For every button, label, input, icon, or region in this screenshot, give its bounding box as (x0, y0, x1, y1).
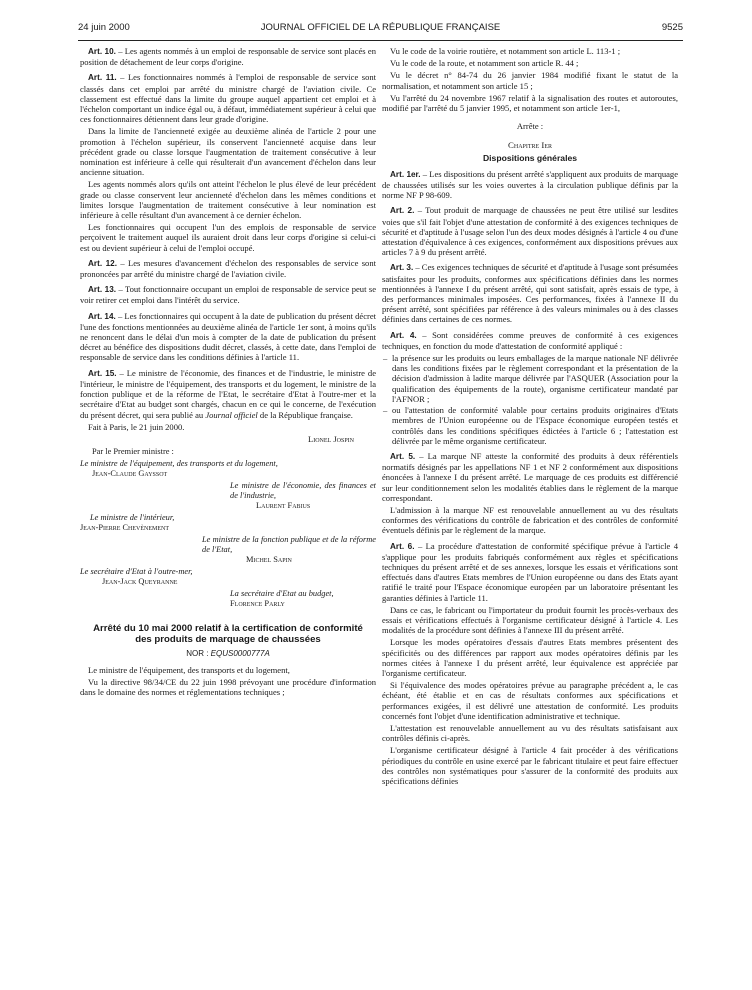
visa: Vu le code de la route, et notamment son article R. 44 ; (390, 58, 579, 69)
signature-budget (230, 589, 376, 609)
signature-role: Le ministre de la fonction publique et de la réforme de l'Etat, (202, 535, 376, 555)
article-4-list (382, 353, 678, 446)
signature-name: Laurent Fabius (256, 501, 311, 511)
article-12: Art. 12. – Les mesures d'avancement d'échelon des responsables de service sont prononcées par arrêté du ministre chargé de l'aviation civile. (80, 257, 376, 280)
signature-name: Michel Sapin (246, 555, 292, 565)
paragraph: Le ministre de l'équipement, des transports et du logement, (88, 664, 290, 675)
signature-role: Le ministre de l'équipement, des transports et du logement, (80, 459, 278, 469)
list-item: – ou l'attestation de conformité valable pour certains produits originaires d'Etats membres de l'Union européenne ou de l'Espace économique européen testés et contrôlés dans les conditions spécifiques édictées à l'article 6 ; l'attestation est délivrée par le même organisme certificateur. (392, 405, 678, 446)
signature-name: Jean-Jack Queyranne (102, 577, 178, 587)
paragraph: Les agents nommés alors qu'ils ont atteint l'échelon le plus élevé de leur précédent grade ou classe conservent leur ancienneté d'échelon dans les mêmes conditions et limites lorsque l'augmentation de traitement consécutive à leur nomination est inférieure à celle résultant d'un avancement à ce dernier échelon. (80, 179, 376, 221)
paragraph: Dans la limite de l'ancienneté exigée au deuxième alinéa de l'article 2 pour une promotion à l'échelon supérieur, ils conservent l'ancienneté acquise dans leur précédent grade ou classe lorsque l'augmentation de traitement consécutive à leur nomination est inférieure à celle qui résulterait d'un avancement d'échelon dans leur ancienne situation. (80, 126, 376, 178)
signature-equipement (80, 459, 376, 479)
arrete-title: Arrêté du 10 mai 2000 relatif à la certification de conformité des produits de marquage de chaussées (93, 623, 363, 646)
article-label: Art. 3. (390, 263, 414, 273)
nor-code: EQUS0000777A (210, 649, 270, 659)
signature-name: Florence Parly (230, 599, 285, 609)
paragraph: L'attestation est renouvelable annuellement au vu des résultats satisfaisant aux contrôles définis ci-après. (382, 722, 678, 744)
header-journal-title: JOURNAL OFFICIEL DE LA RÉPUBLIQUE FRANÇAISE (260, 22, 501, 33)
signature-fonction-publique (202, 535, 376, 565)
nor-reference: NOR : EQUS0000777A (186, 649, 270, 659)
article-label: Art. 14. (88, 311, 116, 321)
journal-officiel-ref: Journal officiel (205, 409, 258, 420)
article-10: Art. 10. – Les agents nommés à un emploi de responsable de service sont placés en position de détachement de leur corps d'origine. (80, 46, 376, 68)
paragraph: L'organisme certificateur désigné à l'article 4 fait procéder à des vérifications périodiques du contrôle en usine exercé par le fabricant titulaire et peut faire effectuer des contrôles non systématiques pour s'assurer de la conformité des produits aux spécifications définies (382, 745, 678, 786)
article-label: Art. 1er. (390, 169, 421, 179)
header-page-number: 9525 (661, 22, 683, 33)
article-4: Art. 4. – Sont considérées comme preuves de conformité à ces exigences techniques, en fonction du mode d'attestation de conformité appliqué : (382, 329, 678, 351)
article-label: Art. 4. (390, 330, 417, 340)
visa: Vu le code de la voirie routière, et notamment son article L. 113-1 ; (390, 46, 621, 56)
header-date: 24 juin 2000 (78, 22, 130, 33)
header-rule (78, 40, 683, 41)
arrete-word: Arrête : (516, 121, 544, 132)
article-label: Art. 2. (390, 206, 415, 216)
right-column (382, 46, 678, 982)
article-label: Art. 11. (88, 73, 117, 83)
signature-role: Le ministre de l'économie, des finances et de l'industrie, (230, 481, 376, 501)
signature-role: Le ministre de l'intérieur, (90, 513, 175, 523)
signature-role: Le secrétaire d'Etat à l'outre-mer, (80, 567, 193, 577)
signature-interieur (80, 513, 376, 533)
article-label: Art. 5. (390, 451, 416, 461)
signature-outre-mer (80, 567, 376, 587)
par-le-premier-ministre: Par le Premier ministre : (92, 447, 174, 457)
signature-name: Jean-Claude Gayssot (92, 469, 168, 479)
article-13: Art. 13. – Tout fonctionnaire occupant un emploi de responsable de service peut se voir retirer cet emploi dans l'intérêt du service. (80, 284, 376, 306)
signature-name: Jean-Pierre Chevènement (80, 523, 170, 533)
visa: Vu le décret n° 84-74 du 26 janvier 1984 modifié fixant le statut de la normalisation, et notamment son article 15 ; (382, 70, 678, 91)
article-1: Art. 1er. – Les dispositions du présent arrêté s'appliquent aux produits de marquage de chaussées utilisés sur les voies ouvertes à la circulation publique définis par la norme NF P 98-609. (382, 168, 678, 201)
article-14: Art. 14. – Les fonctionnaires qui occupent à la date de publication du présent décret l'une des fonctions mentionnées au deuxième alinéa de l'article 1er sont, à moins qu'ils ne renoncent dans le délai d'un mois à compter de la date de publication du présent décret au bénéfice des dispositions dudit décret, classés, à cette date, dans l'emploi de responsable de service dans les conditions définies à l'article 11. (80, 310, 376, 363)
prime-minister-signature: Lionel Jospin (307, 433, 354, 444)
paragraph: Lorsque les modes opératoires d'essais d'autres Etats membres présentent des spécificités ou des différences par rapport aux modes opératoires définis par les normes citées à l'annexe I du présent arrêté, leur équivalence est appréciée par l'organisme certificateur. (382, 637, 678, 678)
article-label: Art. 12. (88, 258, 117, 268)
article-label: Art. 10. (88, 47, 116, 56)
article-label: Art. 15. (88, 368, 117, 378)
chapter-heading: Chapitre Ier (508, 140, 552, 151)
article-15: Art. 15. – Le ministre de l'économie, des finances et de l'industrie, le ministre de l'intérieur, le ministre de l'équipement, des transports et du logement, le ministre de la fonction publique et de la réforme de l'Etat, le secrétaire d'Etat à l'outre-mer et la secrétaire d'Etat au budget sont chargés, chacun en ce qui le concerne, de l'exécution du présent décret, qui sera publié au Journal officiel de la République française. (80, 367, 376, 420)
paragraph: Dans ce cas, le fabricant ou l'importateur du produit fournit les procès-verbaux des essais et vérifications effectués à l'organisme certificateur désigné à l'article 4. Les modalités de la procédure sont définies à l'annexe III du présent arrêté. (382, 604, 678, 636)
paragraph: Si l'équivalence des modes opératoires prévue au paragraphe précédent a, le cas échéant, été établie et en cas de résultats conformes aux spécifications et performances exigées, il est délivré une attestation de conformité. Les produits concernés font l'objet d'une identification administrative et technique. (382, 680, 678, 721)
article-6: Art. 6. – La procédure d'attestation de conformité spécifique prévue à l'article 4 s'applique pour les produits fabriqués conformément aux règles et spécifications techniques du présent arrêté et de ses annexes, lorsque les essais et vérifications sont effectués dans d'autres Etats membres de l'Union européenne ou dans des Etats ayant ratifié le traité pour l'Espace économique européen par un laboratoire présentant les garanties définies à l'article 11. (382, 540, 678, 603)
signature-economie (230, 481, 376, 511)
article-label: Art. 13. (88, 285, 117, 295)
article-label: Art. 6. (390, 541, 415, 551)
left-column (80, 46, 376, 982)
fait-a-paris: Fait à Paris, le 21 juin 2000. (88, 421, 185, 432)
page-header (78, 22, 683, 36)
article-5: Art. 5. – La marque NF atteste la conformité des produits à deux référentiels normatifs désignés par les appellations NF 1 et NF 2 conformément aux dispositions énoncées à l'annexe I du présent arrêté. Le marquage de ces produits est différencié sur leur conditionnement selon les modalités établies dans le règlement de la marque correspondant. (382, 450, 678, 503)
article-2: Art. 2. – Tout produit de marquage de chaussées ne peut être utilisé sur lesdites voies que s'il fait l'objet d'une attestation de conformité à des exigences techniques de sécurité et d'aptitude à l'usage selon l'un des deux modes désignés à l'article 4 ou d'une attestation d'équivalence à ces exigences, conformément aux dispositions prévues aux articles 7 à 9 du présent arrêté. (382, 205, 678, 258)
paragraph: Vu la directive 98/34/CE du 22 juin 1998 prévoyant une procédure d'information dans le domaine des normes et réglementations techniques ; (80, 676, 376, 697)
article-3: Art. 3. – Ces exigences techniques de sécurité et d'aptitude à l'usage sont présumées satisfaites pour les produits, conformes aux spécifications définies dans les normes mentionnées à l'annexe I du présent arrêté, qui sont satisfait, après essais de type, à des performances minimales imposées. Ces performances, fixées à l'annexe II du présent arrêté, sont spécifiées par référence à des valeurs minimales ou à des classes définies dans certaines de ces normes. (382, 262, 678, 325)
chapter-title: Dispositions générales (482, 152, 578, 163)
signature-role: La secrétaire d'Etat au budget, (230, 589, 334, 599)
visa: Vu l'arrêté du 24 novembre 1967 relatif à la signalisation des routes et autoroutes, modifié par l'arrêté du 5 janvier 1995, et notamment son article 1er-1, (382, 92, 678, 114)
list-item: – la présence sur les produits ou leurs emballages de la marque nationale NF délivrée dans les conditions fixées par le règlement correspondant et la présentation de la décision d'admission à ladite marque délivrée par l'ASQUER (Association pour la qualification des équipements de la route), organisme certificateur mandaté par l'AFNOR ; (392, 353, 678, 404)
paragraph: Les fonctionnaires qui occupent l'un des emplois de responsable de service perçoivent le traitement auquel ils auraient droit dans leur corps d'origine si celui-ci est ou devient supérieur à celui de l'emploi occupé. (80, 222, 376, 253)
article-11: Art. 11. – Les fonctionnaires nommés à l'emploi de responsable de service sont classés dans cet emploi par arrêté du ministre chargé de l'aviation civile. Ce classement est effectué dans la limite du groupe auquel appartient cet emploi et à l'échelon comportant un indice égal ou, à défaut, immédiatement supérieur à celui que ces fonctionnaires détiennent dans leur grade d'origine. (80, 72, 376, 125)
paragraph: L'admission à la marque NF est renouvelable annuellement au vu des résultats conformes des vérifications du contrôle de fabrication et des contrôles de conformité éventuels définis par le règlement de la marque. (382, 504, 678, 536)
